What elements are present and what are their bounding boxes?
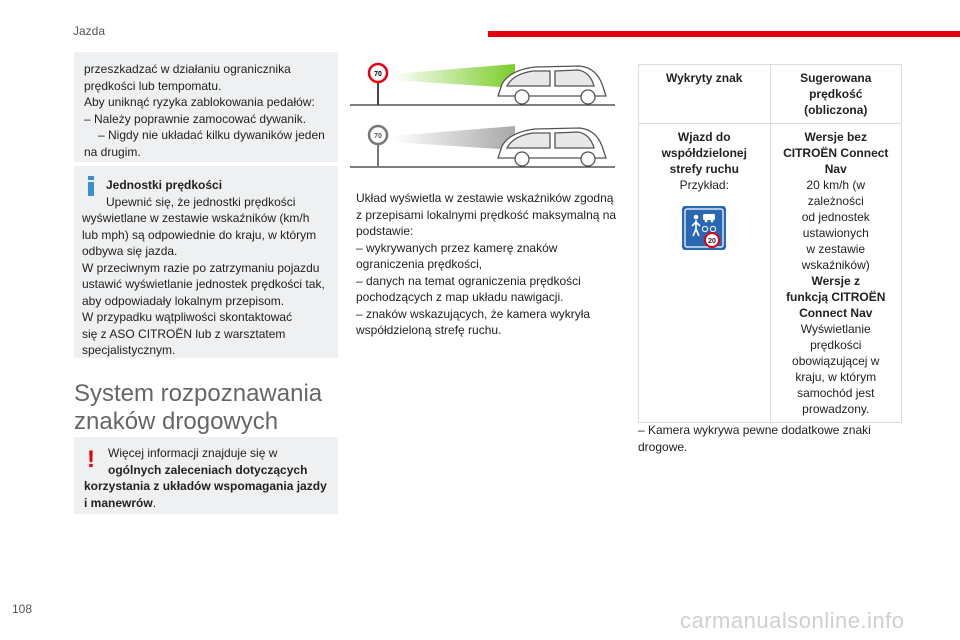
text-line: zależności	[807, 194, 864, 208]
text-line: – wykrywanych przez kamerę znaków	[356, 240, 558, 255]
text-line: odbywa się jazda.	[82, 244, 178, 258]
text-line: prędkość	[809, 87, 863, 101]
text-line: Sugerowana	[800, 71, 872, 85]
table-row	[639, 65, 902, 124]
text-line: od jednostek	[801, 210, 870, 224]
text-line: samochód jest	[797, 386, 875, 400]
text-line: CITROËN Connect	[783, 146, 889, 160]
table-cell	[639, 124, 771, 423]
scene-detected-sign	[350, 64, 615, 105]
text-line: ogólnych zaleceniach dotyczących	[108, 462, 308, 477]
text-line: korzystania z układów wspomagania jazdy	[84, 479, 327, 493]
text-line: ustawić wyświetlanie jednostek prędkości tak,	[82, 277, 325, 291]
text-line: Wersje z	[811, 274, 860, 288]
text-line: – znaków wskazujących, że kamera wykryła	[356, 306, 591, 321]
running-header: Jazda	[73, 24, 106, 38]
section-title-line: System rozpoznawania	[74, 380, 323, 407]
text-line: – Kamera wykrywa pewne dodatkowe znaki	[638, 423, 871, 437]
sign-recognition-illustration	[350, 56, 620, 174]
system-description	[356, 190, 626, 339]
warning-box	[74, 437, 338, 514]
text-line: strefy ruchu	[669, 162, 739, 176]
text-line: obowiązującej w	[792, 354, 880, 368]
text-line: na drugim.	[84, 144, 141, 159]
text-line: Wyświetlanie	[800, 322, 871, 336]
text-line: Wersje bez	[804, 130, 867, 144]
info-box-speed-units	[74, 166, 338, 358]
table-header-cell	[770, 65, 902, 124]
info-heading: Jednostki prędkości	[106, 178, 223, 192]
table-row	[639, 124, 902, 423]
exclamation-warning-icon: !	[87, 446, 95, 473]
mats-note-text	[84, 61, 330, 160]
table-cell	[770, 124, 902, 423]
watermark: carmanualsonline.info	[680, 608, 905, 633]
text-line: ograniczenia prędkości,	[356, 257, 483, 271]
text-line: przeszkadzać w działaniu ogranicznika	[84, 62, 291, 76]
text-line: się z ASO CITROËN lub z warsztatem	[82, 326, 286, 341]
text-line: podstawie:	[356, 224, 414, 238]
section-title-line: znaków drogowych	[74, 408, 279, 435]
text-line: wskaźników)	[801, 258, 870, 272]
text-line: funkcją CITROËN	[786, 290, 886, 304]
text-line: .	[152, 495, 157, 510]
text-line: aby odpowiadały lokalnym przepisom.	[82, 293, 285, 308]
text-line: W przypadku wątpliwości skontaktować	[82, 310, 293, 324]
page-number: 108	[12, 602, 33, 616]
sign-value: 70	[374, 71, 382, 78]
text-line: ustawionych	[802, 226, 869, 240]
text-line: współdzielonej	[661, 146, 747, 160]
text-line: 20 km/h (w	[806, 178, 866, 192]
text-line: wyświetlane w zestawie wskaźników (km/h	[82, 211, 310, 225]
text-line: drogowe.	[638, 439, 688, 454]
sign-value: 20	[708, 238, 717, 245]
text-line: współdzieloną strefę ruchu.	[356, 323, 502, 337]
text-line: Układ wyświetla w zestawie wskaźników zgodną	[356, 191, 614, 205]
text-line: Nav	[824, 162, 847, 176]
text-line: W przeciwnym razie po zatrzymaniu pojazdu	[82, 260, 320, 275]
text-line: z przepisami lokalnymi prędkość maksymalną na	[356, 207, 617, 222]
text-line: pochodzących z map układu nawigacji.	[356, 290, 564, 304]
section-title	[74, 380, 322, 436]
text-line: specjalistycznym.	[82, 343, 176, 357]
shared-zone-sign-icon	[681, 205, 727, 251]
text-line: Przykład:	[679, 178, 729, 192]
text-line: (obliczona)	[804, 103, 868, 117]
text-line: Aby uniknąć ryzyka zablokowania pedałów:	[84, 95, 315, 109]
camera-note	[638, 422, 902, 455]
header-accent-bar	[488, 31, 960, 37]
text-line: – Należy poprawnie zamocować dywanik.	[84, 111, 307, 126]
text-line: Wjazd do	[677, 130, 731, 144]
table-header-cell: Wykryty znak	[639, 65, 771, 124]
text-line: Więcej informacji znajduje się w	[108, 446, 278, 460]
text-line: prędkości	[810, 338, 862, 352]
text-line: w zestawie	[806, 242, 866, 256]
text-line: kraju, w którym	[795, 370, 877, 384]
scene-grey-sign	[350, 126, 615, 167]
text-line: – Nigdy nie układać kilku dywaników jeden	[98, 128, 325, 142]
text-line: i manewrów	[84, 495, 153, 510]
note-box-mats	[74, 52, 338, 162]
text-line: prowadzony.	[802, 402, 870, 416]
sign-speed-table	[638, 64, 902, 423]
text-line: prędkości lub tempomatu.	[84, 78, 222, 93]
text-line: Upewnić się, że jednostki prędkości	[106, 194, 296, 209]
text-line: Connect Nav	[799, 306, 873, 320]
info-icon	[88, 176, 94, 196]
text-line: – danych na temat ograniczenia prędkości	[356, 273, 581, 288]
sign-value: 70	[374, 133, 382, 140]
text-line: lub mph) są odpowiednie do kraju, w którym	[82, 227, 317, 242]
